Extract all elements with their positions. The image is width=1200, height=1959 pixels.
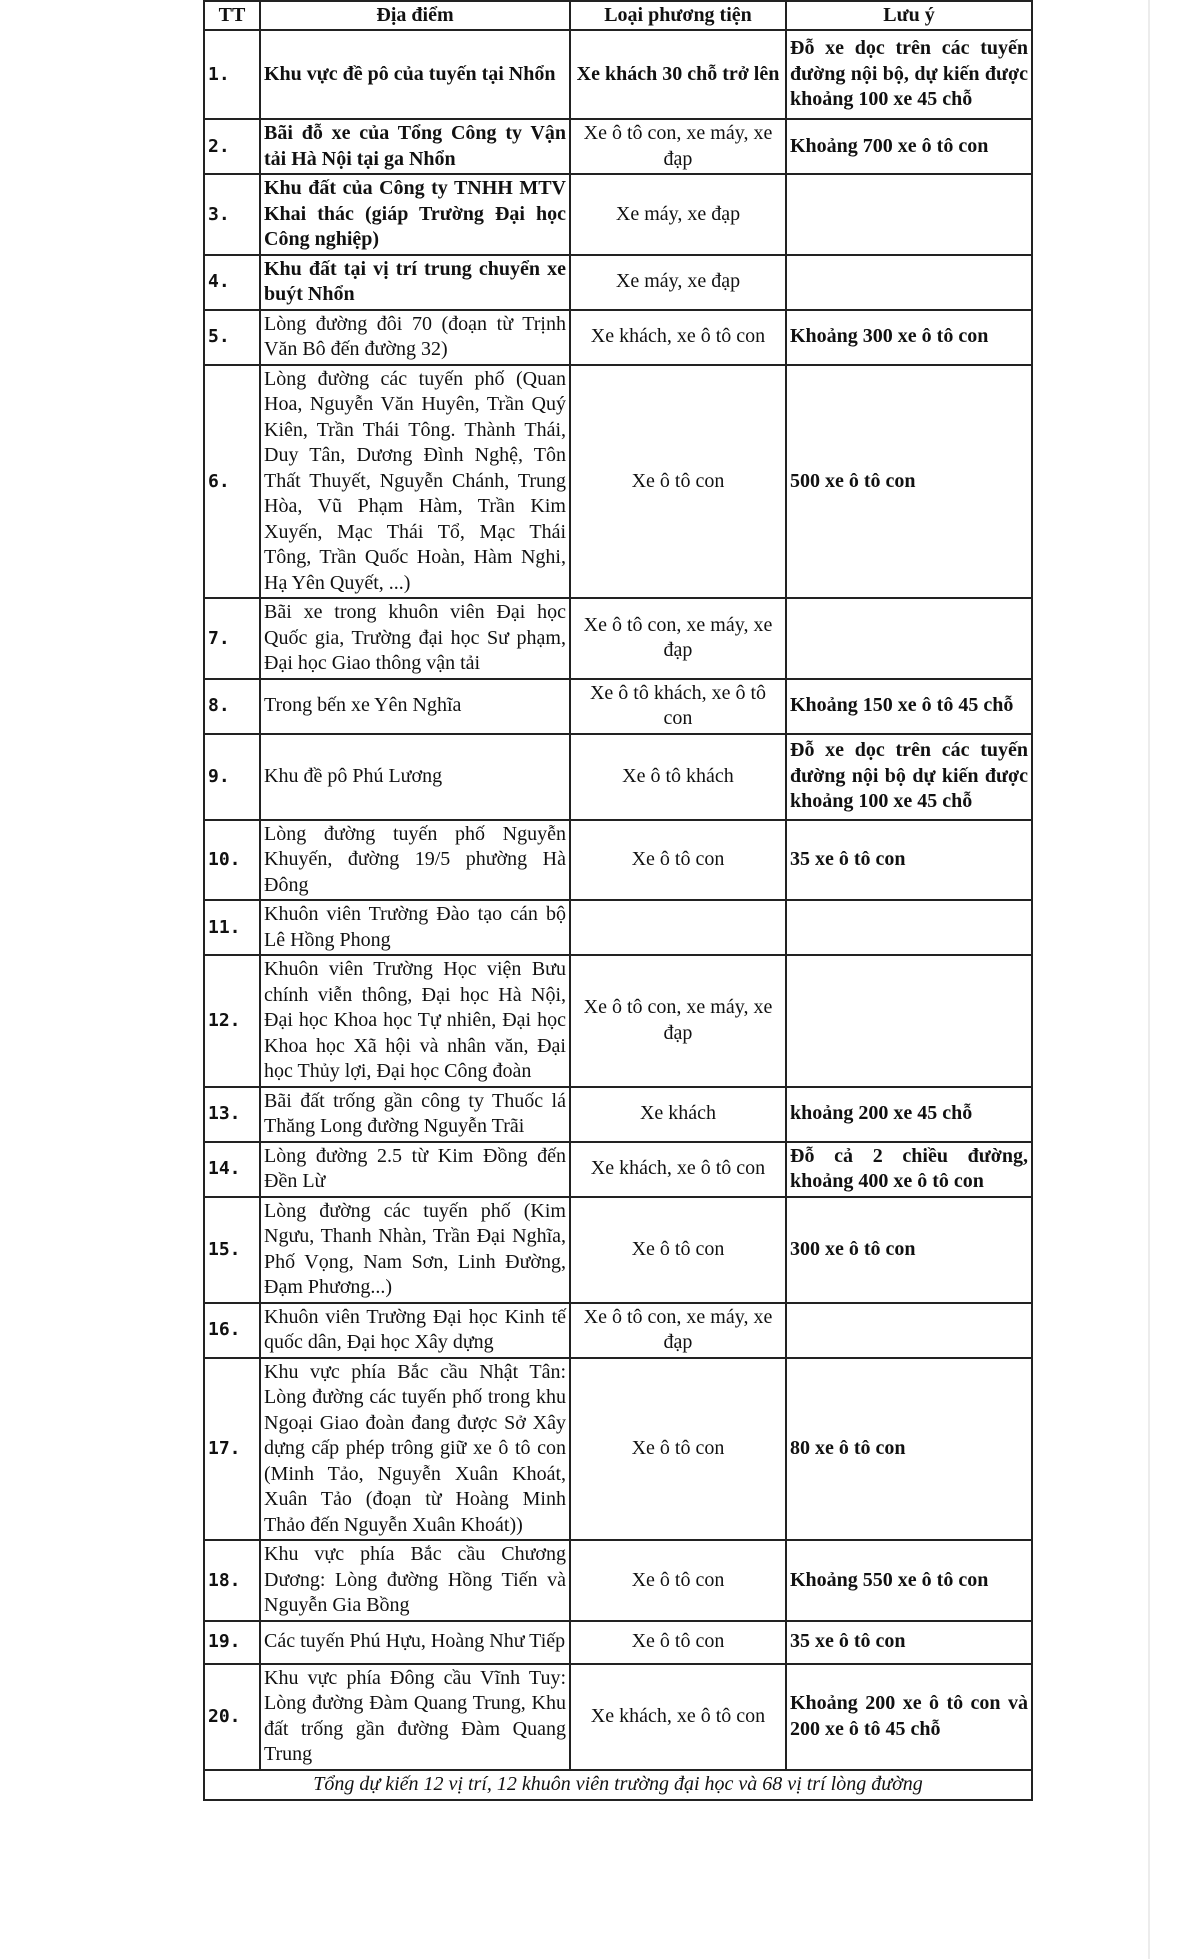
row-number: 19. [204,1621,260,1664]
row-location: Khu vực phía Bắc cầu Nhật Tân: Lòng đường các tuyến phố trong khu Ngoại Giao đoàn đang được Sở Xây dựng cấp phép trông giữ xe ô tô con (Minh Tảo, Nguyễn Xuân Khoát, Xuân Tảo (đoạn từ Hoàng Minh Thảo đến Nguyễn Xuân Khoát)) [260,1358,570,1541]
row-note: 500 xe ô tô con [786,365,1032,599]
row-vehicle-type: Xe ô tô con, xe máy, xe đạp [570,598,786,679]
table-row [204,1303,1032,1358]
row-note [786,255,1032,310]
row-number: 8. [204,679,260,734]
row-location: Khuôn viên Trường Đại học Kinh tế quốc dân, Đại học Xây dựng [260,1303,570,1358]
row-note: Khoảng 150 xe ô tô 45 chỗ [786,679,1032,734]
row-number: 6. [204,365,260,599]
row-location: Khu vực phía Đông cầu Vĩnh Tuy: Lòng đường Đàm Quang Trung, Khu đất trống gần đường Đàm Quang Trung [260,1664,570,1770]
row-location: Khu vực phía Bắc cầu Chương Dương: Lòng đường Hồng Tiến và Nguyễn Gia Bồng [260,1540,570,1621]
table-row [204,734,1032,820]
row-vehicle-type: Xe khách, xe ô tô con [570,1142,786,1197]
table-row [204,598,1032,679]
row-vehicle-type: Xe ô tô khách, xe ô tô con [570,679,786,734]
header-tt: TT [204,1,260,30]
row-vehicle-type: Xe ô tô khách [570,734,786,820]
row-note [786,598,1032,679]
row-vehicle-type: Xe ô tô con, xe máy, xe đạp [570,119,786,174]
table-row [204,955,1032,1087]
table-row [204,900,1032,955]
table-row [204,310,1032,365]
table-row [204,174,1032,255]
row-number: 17. [204,1358,260,1541]
table-footer-row [204,1770,1032,1800]
row-note: Khoảng 300 xe ô tô con [786,310,1032,365]
row-note: Khoảng 700 xe ô tô con [786,119,1032,174]
row-location: Khu đất của Công ty TNHH MTV Khai thác (giáp Trường Đại học Công nghiệp) [260,174,570,255]
row-vehicle-type: Xe ô tô con [570,1358,786,1541]
table-row [204,820,1032,901]
row-number: 1. [204,30,260,119]
row-note: Đỗ cả 2 chiều đường, khoảng 400 xe ô tô con [786,1142,1032,1197]
row-note: 35 xe ô tô con [786,820,1032,901]
row-number: 7. [204,598,260,679]
table-footer-summary: Tổng dự kiến 12 vị trí, 12 khuôn viên trường đại học và 68 vị trí lòng đường [204,1770,1032,1800]
row-location: Lòng đường 2.5 từ Kim Đồng đến Đền Lừ [260,1142,570,1197]
row-vehicle-type: Xe khách, xe ô tô con [570,310,786,365]
row-location: Lòng đường tuyến phố Nguyễn Khuyến, đường 19/5 phường Hà Đông [260,820,570,901]
row-note [786,955,1032,1087]
row-note: 80 xe ô tô con [786,1358,1032,1541]
row-location: Các tuyến Phú Hựu, Hoàng Như Tiếp [260,1621,570,1664]
row-number: 14. [204,1142,260,1197]
row-location: Bãi đỗ xe của Tổng Công ty Vận tải Hà Nội tại ga Nhổn [260,119,570,174]
row-note: Khoảng 200 xe ô tô con và 200 xe ô tô 45 chỗ [786,1664,1032,1770]
table-row [204,119,1032,174]
row-number: 12. [204,955,260,1087]
row-number: 13. [204,1087,260,1142]
table-row [204,679,1032,734]
row-note [786,1303,1032,1358]
row-number: 2. [204,119,260,174]
row-location: Khu vực đề pô của tuyến tại Nhổn [260,30,570,119]
row-number: 16. [204,1303,260,1358]
document-page [203,0,1031,1801]
row-vehicle-type: Xe khách 30 chỗ trở lên [570,30,786,119]
row-number: 10. [204,820,260,901]
table-row [204,1540,1032,1621]
table-row [204,1197,1032,1303]
row-number: 3. [204,174,260,255]
table-row [204,30,1032,119]
row-location: Lòng đường đôi 70 (đoạn từ Trịnh Văn Bô đến đường 32) [260,310,570,365]
row-number: 9. [204,734,260,820]
header-vehicle-type: Loại phương tiện [570,1,786,30]
row-location: Khu đề pô Phú Lương [260,734,570,820]
row-number: 20. [204,1664,260,1770]
row-note: Khoảng 550 xe ô tô con [786,1540,1032,1621]
page-edge-line [1148,0,1150,1959]
row-number: 5. [204,310,260,365]
parking-locations-table [203,0,1033,1801]
header-note: Lưu ý [786,1,1032,30]
row-vehicle-type: Xe khách, xe ô tô con [570,1664,786,1770]
row-vehicle-type: Xe ô tô con [570,1621,786,1664]
row-note: Đỗ xe dọc trên các tuyến đường nội bộ dự kiến được khoảng 100 xe 45 chỗ [786,734,1032,820]
table-row [204,1664,1032,1770]
row-number: 11. [204,900,260,955]
table-header-row [204,1,1032,30]
row-vehicle-type: Xe máy, xe đạp [570,174,786,255]
row-location: Bãi xe trong khuôn viên Đại học Quốc gia, Trường đại học Sư phạm, Đại học Giao thông vận tải [260,598,570,679]
row-number: 4. [204,255,260,310]
row-note: 300 xe ô tô con [786,1197,1032,1303]
row-vehicle-type: Xe máy, xe đạp [570,255,786,310]
row-location: Khuôn viên Trường Học viện Bưu chính viễn thông, Đại học Hà Nội, Đại học Khoa học Tự nhiên, Đại học Khoa học Xã hội và nhân văn, Đại học Thủy lợi, Đại học Công đoàn [260,955,570,1087]
row-note [786,900,1032,955]
row-vehicle-type: Xe ô tô con [570,365,786,599]
row-location: Bãi đất trống gần công ty Thuốc lá Thăng Long đường Nguyễn Trãi [260,1087,570,1142]
row-vehicle-type: Xe ô tô con [570,1197,786,1303]
row-note: 35 xe ô tô con [786,1621,1032,1664]
row-vehicle-type [570,900,786,955]
row-vehicle-type: Xe ô tô con, xe máy, xe đạp [570,955,786,1087]
table-row [204,1358,1032,1541]
row-vehicle-type: Xe ô tô con [570,1540,786,1621]
row-location: Trong bến xe Yên Nghĩa [260,679,570,734]
table-row [204,255,1032,310]
row-vehicle-type: Xe ô tô con, xe máy, xe đạp [570,1303,786,1358]
row-note [786,174,1032,255]
row-note: Đỗ xe dọc trên các tuyến đường nội bộ, dự kiến được khoảng 100 xe 45 chỗ [786,30,1032,119]
table-row [204,1621,1032,1664]
row-vehicle-type: Xe khách [570,1087,786,1142]
table-row [204,1087,1032,1142]
row-number: 18. [204,1540,260,1621]
row-location: Khu đất tại vị trí trung chuyển xe buýt Nhổn [260,255,570,310]
row-note: khoảng 200 xe 45 chỗ [786,1087,1032,1142]
table-row [204,365,1032,599]
row-location: Khuôn viên Trường Đào tạo cán bộ Lê Hồng Phong [260,900,570,955]
row-location: Lòng đường các tuyến phố (Kim Ngưu, Thanh Nhàn, Trần Đại Nghĩa, Phố Vọng, Nam Sơn, Linh Đường, Đạm Phương...) [260,1197,570,1303]
row-number: 15. [204,1197,260,1303]
header-location: Địa điểm [260,1,570,30]
row-vehicle-type: Xe ô tô con [570,820,786,901]
table-row [204,1142,1032,1197]
row-location: Lòng đường các tuyến phố (Quan Hoa, Nguyễn Văn Huyên, Trần Quý Kiên, Trần Thái Tông. Thành Thái, Duy Tân, Dương Đình Nghệ, Tôn Thất Thuyết, Nguyễn Chánh, Trung Hòa, Vũ Phạm Hàm, Trần Kim Xuyến, Mạc Thái Tổ, Mạc Thái Tông, Trần Quốc Hoàn, Hàm Nghi, Hạ Yên Quyết, ...) [260,365,570,599]
